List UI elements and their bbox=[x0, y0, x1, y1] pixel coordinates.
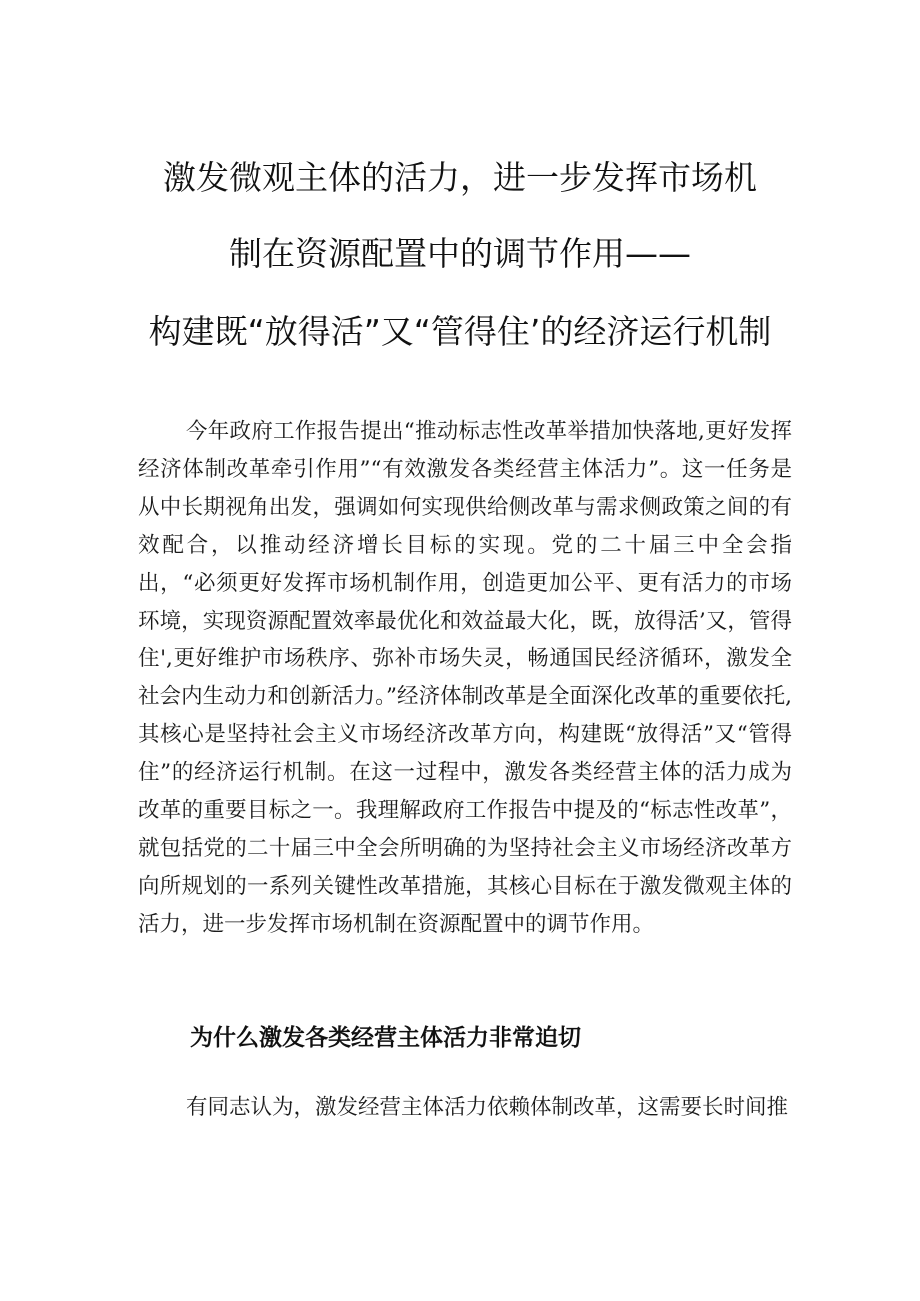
title-line-3: 构建既“放得活”又“管得住’的经济运行机制 bbox=[148, 312, 772, 351]
title-line-2: 制在资源配置中的调节作用—— bbox=[229, 234, 691, 273]
title-line-1: 激发微观主体的活力，进一步发挥市场机 bbox=[163, 158, 757, 197]
section-heading: 为什么激发各类经营主体活力非常迫切 bbox=[190, 1025, 581, 1051]
body-paragraph-2: 有同志认为，激发经营主体活力依赖体制改革，这需要长时间推 bbox=[186, 1095, 789, 1120]
body-paragraph-1: 今年政府工作报告提出“推动标志性改革举措加快落地,更好发挥经济体制改革牵引作用”“有效激发各类经营主体活力”。这一任务是从中长期视角出发，强调如何实现供给侧改革与需求侧政策之间的有效配合，以推动经济增长目标的实现。党的二十届三中全会指出，“必须更好发挥市场机制作用，创造更加公平、更有活力的市场环境，实现资源配置效率最优化和效益最大化，既，放得活’又，管得住',更好维护市场秩序、弥补市场失灵，畅通国民经济循环，激发全社会内生动力和创新活力。”经济体制改革是全面深化改革的重要依托,其核心是坚持社会主义市场经济改革方向，构建既“放得活”又“管得住”的经济运行机制。在这一过程中，激发各类经营主体的活力成为改革的重要目标之一。我理解政府工作报告中提及的“标志性改革”，就包括党的二十届三中全会所明确的为坚持社会主义市场经济改革方向所规划的一系列关键性改革措施，其核心目标在于激发微观主体的活力，进一步发挥市场机制在资源配置中的调节作用。 bbox=[138, 419, 792, 937]
